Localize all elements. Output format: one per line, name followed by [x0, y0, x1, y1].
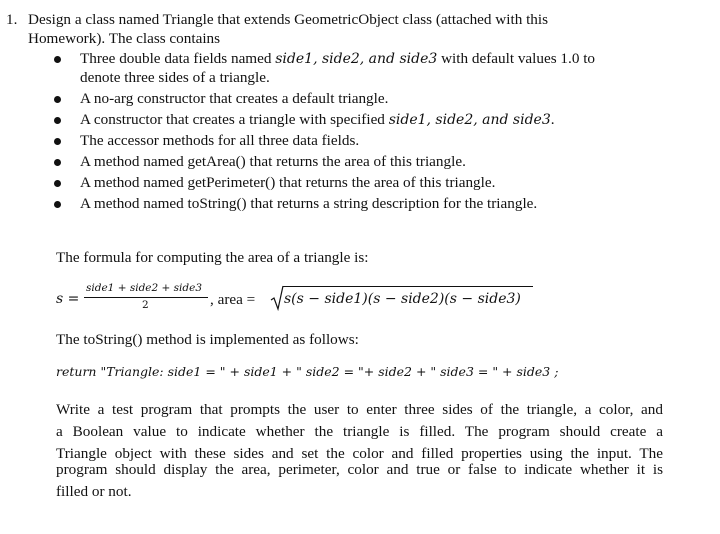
bullet-3-text-b: . [550, 111, 555, 128]
bullet-marker [54, 96, 61, 103]
formula-s-equals: s = [56, 291, 80, 307]
formula-numerator: side1 + side2 + side3 [86, 282, 203, 294]
test-program-line4: program should display the area, perimeter, color and true or false to indicate whether it is [56, 461, 663, 478]
bullet-4: The accessor methods for all three data fields. [80, 132, 360, 149]
formula-denominator: 2 [142, 299, 149, 311]
bullet-7: A method named toString() that returns a string description for the triangle. [80, 195, 538, 212]
bullet-marker [54, 56, 61, 63]
test-program-line3: Triangle object with these sides and set the color and filled properties using the input. The [56, 445, 663, 462]
test-program-paragraph [56, 400, 663, 501]
bullet-3 [80, 110, 555, 130]
question-intro-line1: Design a class named Triangle that extends GeometricObject class (attached with this [28, 11, 549, 28]
bullet-5: A method named getArea() that returns the area of this triangle. [80, 153, 466, 170]
bullet-6: A method named getPerimeter() that returns the area of this triangle. [80, 174, 496, 191]
sqrt-vinculum [283, 286, 533, 287]
question-intro-line2: Homework). The class contains [28, 30, 221, 47]
bullet-1-text-b: with default values 1.0 to [437, 50, 596, 67]
formula-label: The formula for computing the area of a triangle is: [56, 249, 369, 266]
bullet-marker [54, 117, 61, 124]
tostring-code: return "Triangle: side1 = " + side1 + " side2 = "+ side2 + " side3 = " + side3 ; [56, 364, 559, 379]
formula-radicand: s(s − side1)(s − side2)(s − side3) [284, 291, 521, 307]
bullet-1-line2: denote three sides of a triangle. [80, 69, 270, 86]
bullet-marker [54, 138, 61, 145]
question-number: 1. [6, 11, 18, 28]
test-program-line1: Write a test program that prompts the user to enter three sides of the triangle, a color, and [56, 401, 663, 418]
bullet-3-math: side1, side2, and side3 [388, 112, 551, 128]
bullet-1-line1 [80, 49, 595, 69]
formula-fraction-bar [84, 297, 208, 298]
bullet-1-text-a: Three double data fields named [80, 50, 276, 67]
test-program-line2: a Boolean value to indicate whether the triangle is filled. The program should create a [56, 423, 663, 440]
formula-area-label: , area = [210, 291, 256, 308]
bullet-marker [54, 159, 61, 166]
bullet-marker [54, 201, 61, 208]
tostring-label: The toString() method is implemented as follows: [56, 331, 359, 348]
bullet-2: A no-arg constructor that creates a default triangle. [80, 90, 389, 107]
bullet-3-text-a: A constructor that creates a triangle with specified [80, 111, 389, 128]
test-program-line5: filled or not. [56, 483, 132, 500]
bullet-marker [54, 180, 61, 187]
sqrt-sign-icon [270, 285, 284, 311]
bullet-1-math: side1, side2, and side3 [275, 51, 438, 67]
